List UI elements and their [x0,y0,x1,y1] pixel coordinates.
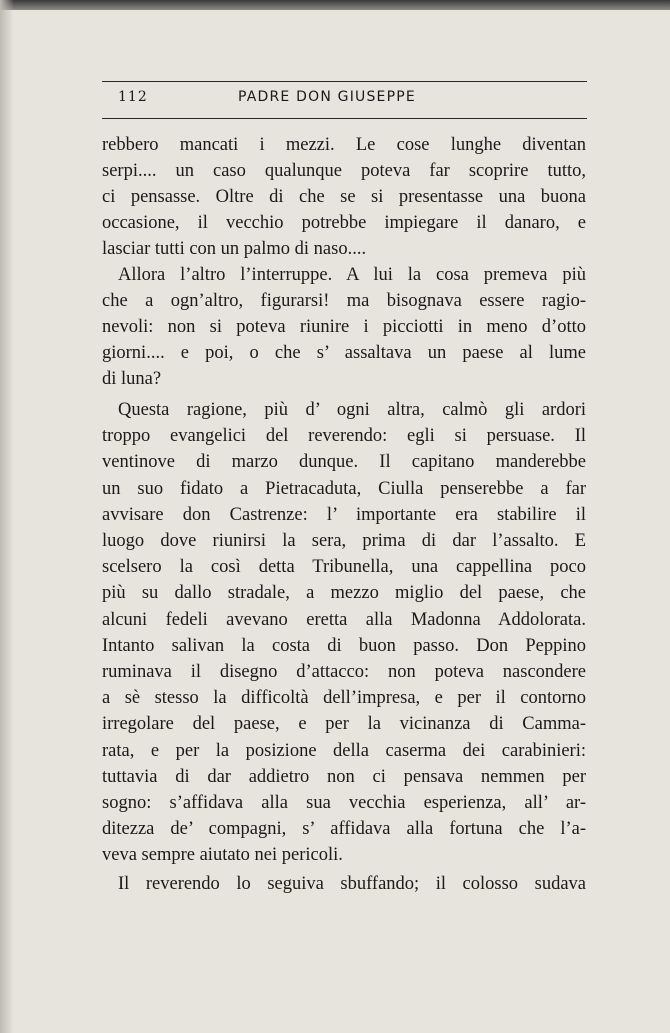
text-line: luogo dove riunirsi la sera, prima di dar l’assalto. E [102,531,586,551]
header-bottom-rule [102,118,587,119]
text-line: giorni.... e poi, o che s’ assaltava un paese al lume [102,343,586,363]
text-line: ditezza de’ compagni, s’ affidava alla fortuna che l’a- [102,819,586,839]
text-line: di luna? [102,369,162,389]
text-line: ruminava il disegno d’attacco: non poteva nascondere [102,662,586,682]
text-line: a sè stesso la difficoltà dell’impresa, e per il contorno [102,688,586,708]
header-top-rule [102,81,587,82]
text-line: che a ogn’altro, figurarsi! ma bisognava essere ragio- [102,291,586,311]
text-line: Intanto salivan la costa di buon passo. Don Peppino [102,636,586,656]
text-line: lasciar tutti con un palmo di naso.... [102,239,367,259]
text-line: ventinove di marzo dunque. Il capitano manderebbe [102,452,586,472]
text-line: occasione, il vecchio potrebbe impiegare il danaro, e [102,213,586,233]
page-top-edge [0,0,670,10]
text-line: tuttavia di dar addietro non ci pensava nemmen per [102,767,586,787]
running-title: PADRE DON GIUSEPPE [238,89,416,105]
text-line: rebbero mancati i mezzi. Le cose lunghe diventan [102,135,586,155]
text-line: Questa ragione, più d’ ogni altra, calmò gli ardori [118,400,586,420]
page-gutter-shadow [0,0,14,1033]
text-line: sogno: s’affidava alla sua vecchia esperienza, all’ ar- [102,793,586,813]
text-line: scelsero la così detta Tribunella, una cappellina poco [102,557,586,577]
text-line: rata, e per la posizione della caserma dei carabinieri: [102,741,586,761]
text-line: irregolare del paese, e per la vicinanza di Camma- [102,714,586,734]
text-line: alcuni fedeli avevano eretta alla Madonna Addolorata. [102,610,586,630]
text-line: più su dallo stradale, a mezzo miglio del paese, che [102,583,586,603]
text-line: serpi.... un caso qualunque poteva far scoprire tutto, [102,161,586,181]
text-line: un suo fidato a Pietracaduta, Ciulla penserebbe a far [102,479,586,499]
text-line: avvisare don Castrenze: l’ importante era stabilire il [102,505,586,525]
text-line: troppo evangelici del reverendo: egli si persuase. Il [102,426,586,446]
text-line: Il reverendo lo seguiva sbuffando; il colosso sudava [118,874,586,894]
text-line: Allora l’altro l’interruppe. A lui la cosa premeva più [118,265,586,285]
text-line: nevoli: non si poteva riunire i picciotti in meno d’otto [102,317,586,337]
text-line: veva sempre aiutato nei pericoli. [102,845,343,865]
text-line: ci pensasse. Oltre di che se si presentasse una buona [102,187,586,207]
page-number: 112 [118,89,148,105]
